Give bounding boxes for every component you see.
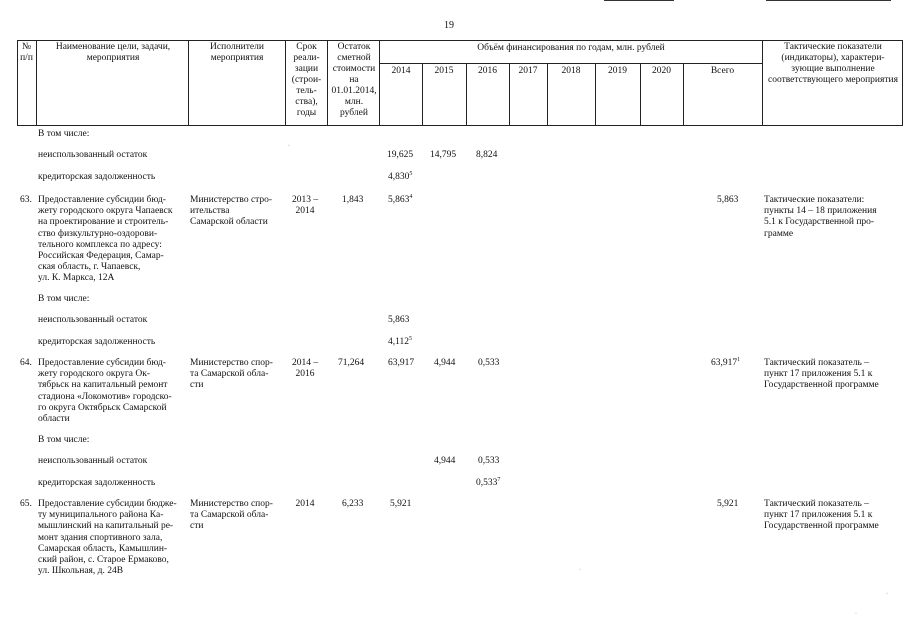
row-name	[38, 358, 186, 425]
scan-speck: ·	[288, 143, 290, 149]
cell-2015: 4,944	[434, 456, 456, 466]
cell-2015: 4,944	[434, 358, 456, 368]
name-line: го округа Октябрьск Самарской	[38, 402, 167, 413]
row-term	[290, 358, 320, 380]
scan-speck: ·	[855, 611, 857, 617]
exec-line: сти	[190, 521, 204, 532]
ind-line: Государственной программе	[764, 380, 879, 391]
exec-line: Министерство спор-	[190, 499, 273, 509]
row-balance: 6,233	[342, 499, 364, 509]
cell-total	[711, 358, 740, 369]
name-line: ту муниципального района Ка-	[38, 510, 164, 521]
row-name	[38, 195, 186, 285]
cell-2014	[388, 195, 412, 206]
term-line: 2014	[295, 499, 315, 509]
hdr-term: Срок реали-зации (строи-тель-ства), годы	[291, 42, 322, 118]
hdr-indicators: Тактические показатели (индикаторы), характери-зующие выполнение соответствующего мероприятия	[768, 42, 898, 85]
term-line: 2014	[295, 206, 315, 217]
hdr-executor: Исполнители мероприятия	[210, 42, 264, 63]
ind-line: пункт 17 приложения 5.1 к	[764, 510, 873, 521]
value: 4,112	[388, 337, 410, 347]
exec-line: та Самарской обла-	[190, 510, 269, 521]
value: 0,533	[476, 478, 498, 488]
row-name	[38, 499, 188, 577]
exec-line: Самарской области	[190, 217, 268, 228]
exec-line: Министерство стро-	[190, 195, 273, 205]
row-executor	[190, 195, 282, 229]
cell-total: 5,863	[717, 195, 739, 205]
value: 5,863	[388, 195, 410, 205]
ind-line: Государственной программе	[764, 521, 879, 532]
term-line: 2016	[295, 369, 315, 380]
row-executor	[190, 499, 282, 533]
row-label: неиспользованный остаток	[38, 456, 148, 466]
name-line: стадиона «Локомотив» городско-	[38, 391, 172, 402]
hdr-name: Наименование цели, задачи, мероприятия	[55, 42, 171, 63]
cell-2014: 5,863	[388, 315, 410, 325]
hdr-balance: Остаток сметной стоимости на 01.01.2014, млн. рублей	[331, 42, 377, 118]
name-line: области	[38, 414, 70, 425]
value: 63,917	[711, 358, 738, 368]
cell-2014	[388, 337, 412, 348]
name-line: монт здания спортивного зала,	[38, 532, 163, 543]
hdr-funding: Объём финансирования по годам, млн. рублей	[477, 43, 665, 53]
name-line: ул. К. Маркса, 12А	[38, 273, 115, 284]
exec-line: ительства	[190, 206, 230, 217]
cell-2016: 0,533	[478, 358, 500, 368]
name-line: Российская Федерация, Самар-	[38, 251, 164, 262]
name-line: на проектирование и строитель-	[38, 217, 169, 228]
footnote-mark: 5	[409, 171, 413, 177]
cell-total: 5,921	[717, 499, 739, 509]
row-indicators	[764, 195, 884, 240]
ind-line: 5.1 к Государственной про-	[764, 217, 875, 228]
scan-speck: ·	[886, 591, 888, 597]
exec-line: Министерство спор-	[190, 358, 273, 368]
row-label: кредиторская задолженность	[38, 172, 156, 182]
row-balance: 71,264	[338, 358, 365, 368]
hdr-year-2017: 2017	[518, 66, 538, 76]
row-number: 65.	[20, 499, 32, 509]
exec-line: та Самарской обла-	[190, 369, 269, 380]
footnote-mark: 4	[409, 194, 413, 200]
page-number: 19	[444, 20, 454, 31]
row-label: неиспользованный остаток	[38, 150, 148, 160]
name-line: ство физкультурно-оздорови-	[38, 228, 158, 239]
hdr-year-2018: 2018	[561, 66, 581, 76]
name-line: Предоставление субсидии бюд-	[38, 195, 166, 205]
row-indicators	[764, 358, 884, 392]
hdr-year-2020: 2020	[652, 66, 671, 76]
cell-2016: 0,533	[478, 456, 500, 466]
value: 4,830	[388, 172, 410, 182]
cell-2014: 5,921	[390, 499, 412, 509]
hdr-total: Всего	[710, 66, 735, 76]
footnote-mark: 7	[497, 477, 501, 483]
term-line: 2013 –	[291, 195, 319, 205]
name-line: жету городского округа Чапаевск	[38, 206, 173, 217]
hdr-year-2014: 2014	[391, 66, 411, 76]
hdr-year-2016: 2016	[478, 66, 497, 76]
cell-2015: 14,795	[430, 150, 457, 160]
row-label: неиспользованный остаток	[38, 315, 148, 325]
row-number: 64.	[20, 358, 32, 368]
name-line: тельного комплекса по адресу:	[38, 239, 162, 250]
footnote-mark: 5	[409, 336, 413, 342]
cell-2016: 8,824	[476, 150, 498, 160]
row-label: В том числе:	[38, 435, 90, 445]
row-label: В том числе:	[38, 294, 90, 304]
row-number: 63.	[20, 195, 32, 205]
hdr-year-2015: 2015	[434, 66, 454, 76]
cell-2014	[388, 172, 412, 183]
name-line: ул. Школьная, д. 24В	[38, 566, 124, 577]
name-line: мышлинский на капитальный ре-	[38, 521, 174, 532]
row-label: кредиторская задолженность	[38, 478, 156, 488]
ind-line: пункт 17 приложения 5.1 к	[764, 369, 873, 380]
cell-2014: 19,625	[387, 150, 414, 160]
name-line: ская область, г. Чапаевск,	[38, 262, 141, 273]
row-executor	[190, 358, 282, 392]
term-line: 2014 –	[291, 358, 319, 368]
scan-speck: ·	[579, 567, 581, 573]
name-line: Самарская область, Камышлин-	[38, 543, 168, 554]
row-label: кредиторская задолженность	[38, 337, 156, 347]
row-label: В том числе:	[38, 129, 90, 139]
row-term	[290, 195, 320, 217]
ind-line: Тактический показатель –	[764, 499, 869, 509]
name-line: Предоставление субсидии бюдже-	[38, 499, 177, 509]
hdr-num: № п/п	[20, 42, 33, 63]
row-balance: 1,843	[342, 195, 364, 205]
name-line: Предоставление субсидии бюд-	[38, 358, 166, 368]
ind-line: Тактические показатели:	[764, 195, 865, 205]
row-term	[290, 499, 320, 510]
name-line: тябрьск на капитальный ремонт	[38, 380, 168, 391]
hdr-year-2019: 2019	[608, 66, 627, 76]
footnote-mark: 1	[737, 357, 741, 363]
ind-line: Тактический показатель –	[764, 358, 869, 368]
ind-line: пункты 14 – 18 приложения	[764, 206, 877, 217]
row-indicators	[764, 499, 884, 533]
name-line: ский район, с. Старое Ермаково,	[38, 555, 169, 566]
cell-2016	[476, 478, 500, 489]
ind-line: грамме	[764, 228, 794, 239]
cell-2014: 63,917	[388, 358, 415, 368]
exec-line: сти	[190, 380, 204, 391]
name-line: жету городского округа Ок-	[38, 369, 151, 380]
